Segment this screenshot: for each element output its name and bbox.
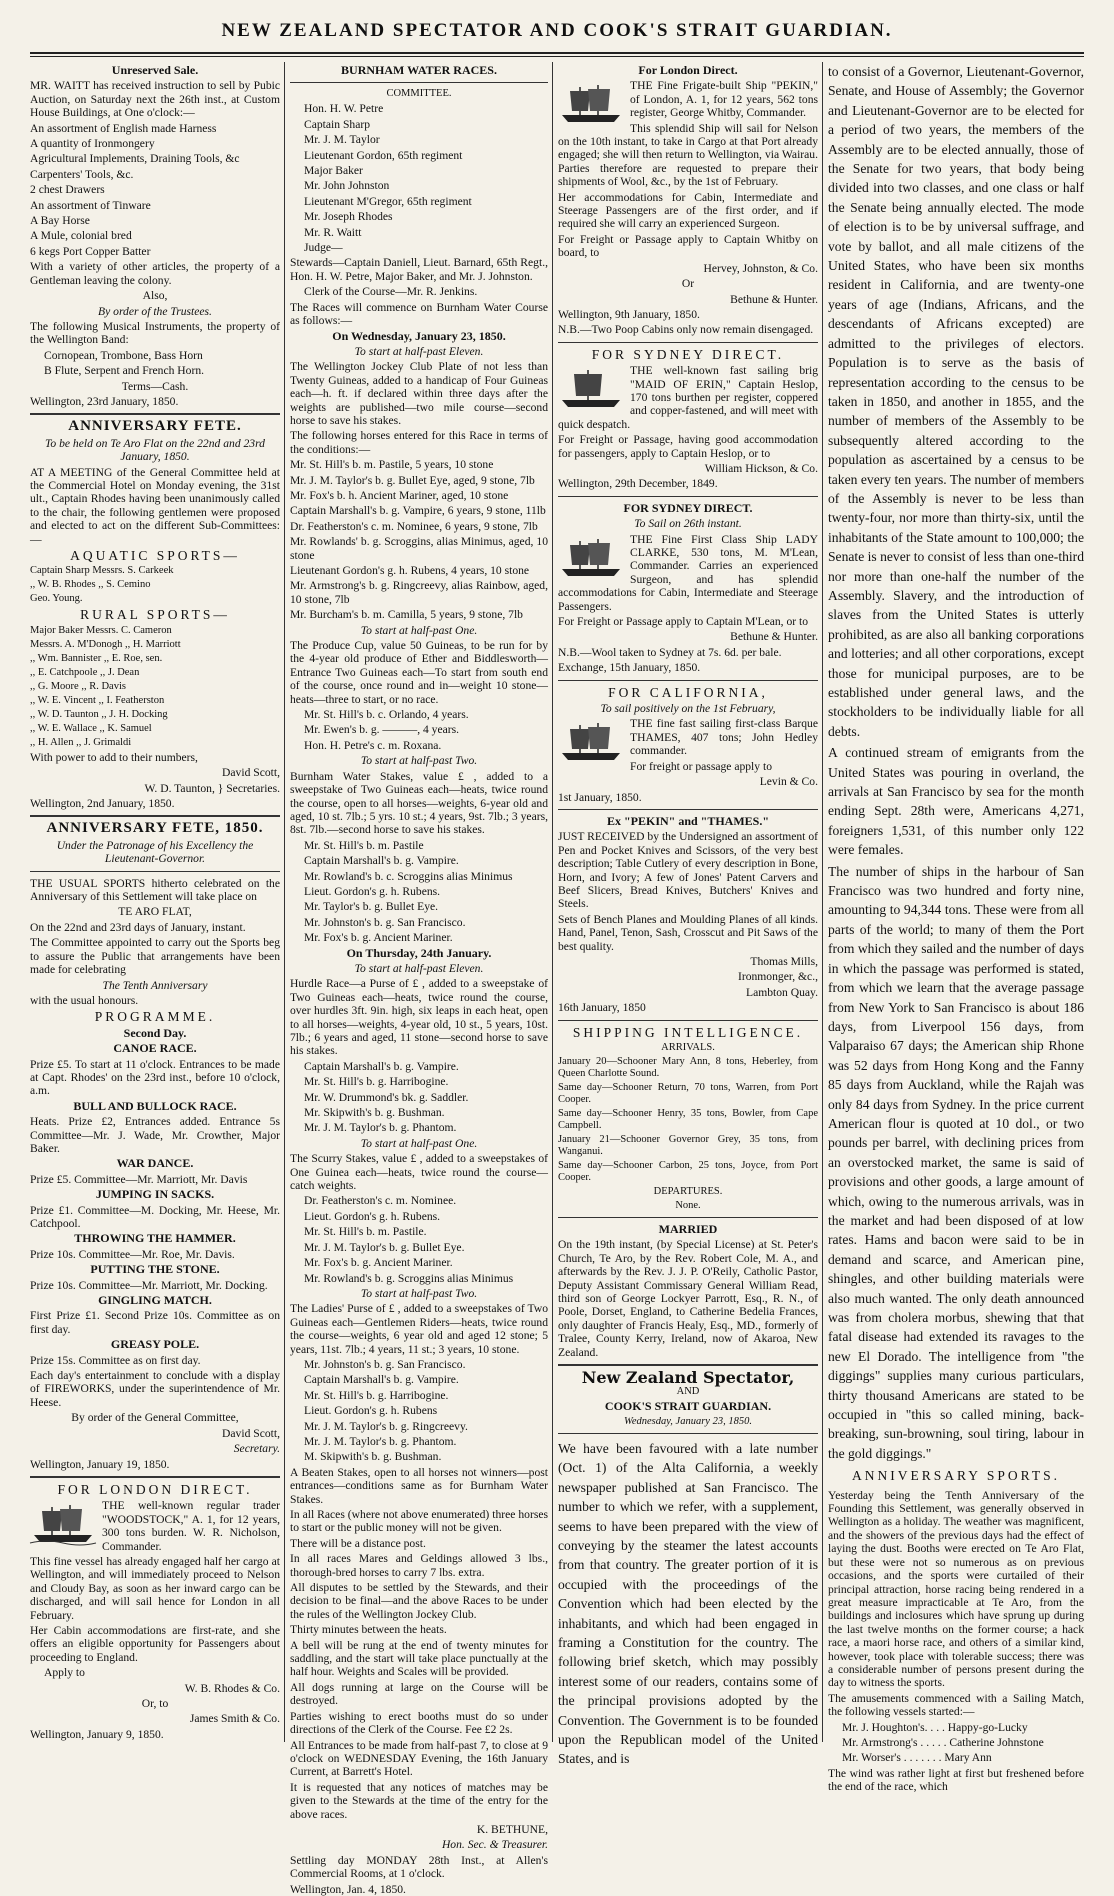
- pekin-signature-2: Bethune & Hunter.: [730, 292, 818, 306]
- committee-member: Captain Sharp: [304, 117, 371, 131]
- committee-row: Major Baker Messrs. C. Cameron: [30, 624, 172, 636]
- committee-member: Hon. H. W. Petre: [304, 102, 384, 116]
- rural-heading: RURAL SPORTS—: [80, 607, 230, 623]
- list-item: A Bay Horse: [30, 214, 90, 228]
- war-text: Prize £5. Committee—Mr. Marriott, Mr. Davis: [30, 1172, 248, 1186]
- horse-entry: Hon. H. Petre's c. m. Roxana.: [304, 738, 442, 752]
- pekin-nb: N.B.—Two Poop Cabins only now remain disengaged.: [558, 323, 814, 337]
- paper-title-2: COOK'S STRAIT GUARDIAN.: [604, 1399, 772, 1414]
- rural-date: Wellington, 2nd January, 1850.: [30, 797, 175, 811]
- aquatic-heading: AQUATIC SPORTS—: [70, 548, 240, 563]
- hurdle-text: Hurdle Race—a Purse of £ , added to a sweepstake of Two Guineas each—heats, twice round the course, over hurdles 3ft. 9in. high, six leaps in each heat, open to all horses—weights, 4-year old, 10 st., 5 years, 10st. 7lb.; 6 years and aged, 11 stone—second horse to save his stakes.: [290, 977, 548, 1058]
- shipping-heading: SHIPPING INTELLIGENCE.: [572, 1024, 804, 1040]
- boat-entry: Mr. J. Houghton's. . . . Happy-go-Lucky: [842, 1720, 1028, 1734]
- list-item: With a variety of other articles, the property of a Gentleman leaving the colony.: [30, 260, 280, 287]
- start-eleven-2: To start at half-past Eleven.: [354, 961, 484, 975]
- greasy-text: Prize 15s. Committee as on first day.: [30, 1353, 201, 1367]
- sydney1-date: Wellington, 29th December, 1849.: [558, 477, 718, 491]
- gingling-text: First Prize £1. Second Prize 10s. Committee as on first day.: [30, 1309, 280, 1336]
- races-intro: The Races will commence on Burnham Water Course as follows:—: [290, 300, 548, 328]
- london-text-3: Her Cabin accommodations are first-rate, and she offers an eligible opportunity for Passengers about proceeding to England.: [30, 1623, 280, 1664]
- rural-power: With power to add to their numbers,: [30, 750, 198, 764]
- california-text-2: For freight or passage apply to: [630, 759, 772, 773]
- list-item: 6 kegs Port Copper Batter: [30, 244, 151, 258]
- divider: [30, 815, 280, 817]
- rural-signature-2: W. D. Taunton, } Secretaries.: [144, 781, 280, 795]
- column-rule: [284, 62, 285, 1742]
- stewards: Stewards—Captain Daniell, Lieut. Barnard, 65th Regt., Hon. H. W. Petre, Major Baker, and Mr. J. Johnston.: [290, 256, 548, 283]
- committee-members: [290, 102, 548, 239]
- rural-signature-1: David Scott,: [222, 766, 280, 780]
- divider: [30, 871, 280, 872]
- london-signature-1: W. B. Rhodes & Co.: [184, 1681, 280, 1695]
- committee-row: ,, W. B. Rhodes ,, S. Cemino: [30, 579, 151, 591]
- horse-entry: Mr. Fox's b. g. Ancient Mariner.: [304, 931, 453, 945]
- bull-text: Heats. Prize £2, Entrances added. Entrance 5s Committee—Mr. J. Wade, Mr. Crowther, Major Baker.: [30, 1115, 280, 1155]
- sydney2-date: Exchange, 15th January, 1850.: [558, 661, 701, 675]
- start-two: To start at half-past Two.: [360, 754, 478, 768]
- sale-instruments-intro: The following Musical Instruments, the property of the Wellington Band:: [30, 319, 280, 347]
- horse-entry: Mr. St. Hill's b. m. Pastile: [304, 838, 424, 852]
- horse-entry: Mr. J. M. Taylor's b. g. Bullet Eye, aged, 9 stone, 7lb: [290, 473, 535, 487]
- produce-horses: [290, 708, 548, 752]
- gingling-heading: GINGLING MATCH.: [98, 1293, 212, 1308]
- ex-pekin-signature-1: Thomas Mills,: [750, 954, 818, 968]
- committee-row: ,, W. E. Wallace ,, K. Samuel: [30, 722, 152, 734]
- horse-entry: Lieut. Gordon's g. h. Rubens.: [304, 884, 441, 898]
- committee-row: ,, E. Catchpoole ,, J. Dean: [30, 666, 140, 678]
- horse-entry: Mr. St. Hill's b. g. Harribogine.: [304, 1075, 449, 1089]
- arrival-entry: January 21—Schooner Governor Grey, 35 tons, from Wanganui.: [558, 1134, 818, 1157]
- horse-entry: Mr. Johnston's b. g. San Francisco.: [304, 1357, 466, 1371]
- race-rules: [290, 1508, 548, 1821]
- list-item: 2 chest Drawers: [30, 183, 105, 197]
- ex-pekin-heading: Ex "PEKIN" and "THAMES.": [606, 813, 769, 828]
- pekin-text-1: THE Fine Frigate-built Ship "PEKIN," of London, A. 1, for 12 years, 562 tons register, George Whitby, Commander.: [630, 79, 818, 120]
- fete1-subheading: To be held on Te Aro Flat on the 22nd and 23rd January, 1850.: [45, 436, 265, 464]
- horse-entry: Mr. St. Hill's b. m. Pastile, 5 years, 10 stone: [290, 458, 494, 472]
- departures-heading: DEPARTURES.: [653, 1186, 723, 1197]
- london-text-2: This fine vessel has already engaged half her cargo at Wellington, and will immediately proceed to Nelson and Cloudy Bay, as soon as her inward cargo can be discharged, and will sail hence for London in all February.: [30, 1554, 280, 1622]
- burnham-horses: [290, 839, 548, 945]
- settling-day: Settling day MONDAY 28th Inst., at Allen's Commercial Rooms, at 1 o'clock.: [290, 1853, 548, 1881]
- list-item: Agricultural Implements, Draining Tools, &c: [30, 152, 240, 166]
- horse-entry: Lieut. Gordon's g. h. Rubens: [304, 1404, 438, 1418]
- committee-row: ,, Wm. Bannister ,, E. Roe, sen.: [30, 652, 163, 664]
- horses-intro: The following horses entered for this Race in terms of the conditions:—: [290, 429, 548, 456]
- column-rule: [822, 62, 823, 1742]
- sale-also: Also,: [142, 289, 168, 303]
- ladies-horses: [290, 1358, 548, 1464]
- divider: [558, 1020, 818, 1021]
- rule-item: All disputes to be settled by the Stewards, and their decision to be final—and the above Races to be under the rules of the Wellington Jockey Club.: [290, 1581, 548, 1621]
- arrivals-list: [558, 1056, 818, 1184]
- list-item: An assortment of English made Harness: [30, 121, 217, 135]
- stone-text: Prize 10s. Committee—Mr. Marriott, Mr. Docking.: [30, 1278, 268, 1292]
- sale-terms: Terms—Cash.: [121, 379, 189, 393]
- married-text: On the 19th instant, (by Special License) at St. Peter's Church, Te Aro, by the Rev. Robert Cole, M. A., and afterwards by the Rev. J. J. P. O'Reily, Catholic Pastor, Deputy Assistant Commissary General William Read, third son of George Lockyer Parrott, Esq., R. N., of Poole, Dorset, England, to Catherine Bedelia Frances, only daughter of Francis Healy, Esq., MD., formerly of Tralee, County Kerry, Ireland, now of Akaroa, New Zealand.: [558, 1238, 818, 1359]
- horse-entry: Dr. Featherston's c. m. Nominee.: [304, 1194, 457, 1208]
- start-one-2: To start at half-past One.: [360, 1136, 478, 1150]
- sale-trustees: By order of the Trustees.: [98, 304, 212, 318]
- masthead-rule-thin: [30, 56, 1084, 57]
- fete2-place: TE ARO FLAT,: [118, 905, 192, 919]
- divider: [558, 496, 818, 497]
- committee-heading: COMMITTEE.: [386, 88, 452, 100]
- horse-entry: Mr. Fox's b. h. Ancient Mariner, aged, 10 stone: [290, 488, 509, 502]
- rule-item: There will be a distance post.: [290, 1536, 426, 1550]
- ship-icon: [558, 81, 624, 125]
- committee-row: ,, W. E. Vincent ,, I. Featherston: [30, 694, 165, 706]
- clerk: Clerk of the Course—Mr. R. Jenkins.: [304, 285, 478, 299]
- sydney2-text-2: For Freight or Passage apply to Captain M'Lean, or to: [558, 615, 809, 629]
- sydney1-text-1: THE well-known fast sailing brig "MAID OF ERIN," Captain Heslop, 170 tons burthen per register, coppered and copper-fastened, and will meet with quick despatch.: [558, 364, 818, 431]
- bethune-signature: K. BETHUNE,: [476, 1822, 548, 1836]
- london-text-1: THE well-known regular trader "WOODSTOCK," A. 1, for 12 years, 300 tons burden. W. R. Nicholson, Commander.: [102, 1499, 280, 1553]
- masthead-rule: [30, 52, 1084, 54]
- married-heading: MARRIED: [658, 1222, 718, 1236]
- column-rule: [552, 62, 553, 1742]
- divider: [290, 82, 548, 83]
- sydney2-heading: FOR SYDNEY DIRECT.: [623, 500, 753, 515]
- london-date: Wellington, January 9, 1850.: [30, 1727, 164, 1741]
- boat-entry: Mr. Worser's . . . . . . . Mary Ann: [842, 1751, 992, 1765]
- masthead: NEW ZEALAND SPECTATOR AND COOK'S STRAIT GUARDIAN.: [221, 20, 893, 41]
- order-secretary: Secretary.: [233, 1442, 280, 1456]
- committee-row: ,, G. Moore ,, R. Davis: [30, 680, 126, 692]
- beaten-stakes-text: A Beaten Stakes, open to all horses not winners—post entrances—conditions same as for Burnham Water Stakes.: [290, 1465, 548, 1506]
- horse-entry: Mr. Armstrong's b. g. Ringcreevy, alias Rainbow, aged, 10 stone, 7lb: [290, 579, 548, 606]
- horse-entry: Mr. Taylor's b. g. Bullet Eye.: [304, 900, 439, 914]
- canoe-heading: CANOE RACE.: [113, 1041, 197, 1056]
- sydney1-heading: FOR SYDNEY DIRECT.: [591, 346, 785, 362]
- paper-title: New Zealand Spectator,: [581, 1368, 795, 1388]
- fete2-arrangements: The Committee appointed to carry out the Sports beg to assure the Public that arrangements have been made for celebrating: [30, 936, 280, 977]
- wednesday-heading: On Wednesday, January 23, 1850.: [332, 328, 506, 343]
- list-item: A quantity of Ironmongery: [30, 137, 155, 151]
- column-2: [290, 62, 548, 1896]
- pekin-date: Wellington, 9th January, 1850.: [558, 307, 700, 321]
- ex-pekin-text-1: JUST RECEIVED by the Undersigned an assortment of Pen and Pocket Knives and Scissors, of the very best description; Table Cutlery of every description in Bone, Horn, and Ivory; A few of Jones' Patent Carvers and Beef Slicers, Bread Knives, Butchers' Knives and Steels.: [558, 830, 818, 911]
- committee-row: Captain Sharp Messrs. S. Carkeek: [30, 565, 174, 577]
- horse-entry: Captain Marshall's b. g. Vampire.: [304, 1059, 459, 1073]
- horse-entry: Mr. Rowland's b. g. Scroggins alias Minimus: [304, 1271, 514, 1285]
- sports-paragraph-2: The amusements commenced with a Sailing Match, the following vessels started:—: [828, 1691, 1084, 1719]
- judge: Judge—: [304, 241, 343, 255]
- horse-entry: Lieutenant Gordon's g. h. Rubens, 4 years, 10 stone: [290, 564, 530, 577]
- scurry-horses: [290, 1194, 548, 1284]
- sydney2-signature: Bethune & Hunter.: [730, 630, 818, 644]
- california-text-1: THE fine fast sailing first-class Barque THAMES, 407 tons; John Hedley commander.: [630, 717, 818, 758]
- start-eleven: To start at half-past Eleven.: [354, 344, 484, 358]
- fete2-heading: ANNIVERSARY FETE, 1850.: [46, 820, 264, 837]
- column-1: [30, 62, 280, 1742]
- ship-icon: [558, 366, 624, 410]
- paper-date: Wednesday, January 23, 1850.: [624, 1415, 752, 1427]
- hammer-heading: THROWING THE HAMMER.: [74, 1231, 236, 1246]
- divider: [558, 342, 818, 343]
- horse-entry: Mr. Burcham's b. m. Camilla, 5 years, 9 stone, 7lb: [290, 608, 523, 622]
- fete2-days: On the 22nd and 23rd days of January, instant.: [30, 920, 246, 934]
- rule-item: All dogs running at large on the Course will be destroyed.: [290, 1680, 548, 1708]
- committee-member: Mr. John Johnston: [304, 179, 390, 193]
- ship-icon: [30, 1501, 96, 1545]
- committee-row: Geo. Young.: [30, 593, 83, 605]
- sale-date: Wellington, 23rd January, 1850.: [30, 394, 179, 408]
- jump-heading: JUMPING IN SACKS.: [95, 1187, 215, 1202]
- sports-paragraph-1: Yesterday being the Tenth Anniversary of the Founding this Settlement, was generally observed in Wellington as a holiday. The weather was magnificent, and the showers of the previous days had the effect of laying the dust. Booths were erected on Te Aro Flat, but these were not so numerous as on previous occasions, and the sports were curtailed of their principal attraction, horse racing being rendered in a great measure impracticable at Te Aro, from the buildings and inclosures which have sprung up during the last twelve months on the former course; a hack race, a maori horse race, and others of a similar kind, however, took place with tolerable success; there was a considerable number of persons present during the day to witness the sports.: [828, 1488, 1084, 1690]
- sale-intro: MR. WAITT has received instruction to sell by Pubic Auction, on Saturday next the 26th inst., at Custom House Buildings, at One o'clock:—: [30, 79, 280, 120]
- horse-entry: Captain Marshall's b. g. Vampire.: [304, 1373, 459, 1387]
- sydney2-nb: N.B.—Wool taken to Sydney at 7s. 6d. per bale.: [558, 645, 782, 659]
- column-4: [828, 62, 1084, 1794]
- order-signature: David Scott,: [222, 1426, 280, 1440]
- horse-entry: Mr. St. Hill's b. c. Orlando, 4 years.: [304, 708, 469, 722]
- thursday-heading: On Thursday, 24th January.: [346, 945, 492, 960]
- departures-none: None.: [675, 1200, 701, 1211]
- article-paragraph-2: A continued stream of emigrants from the United States was pouring in overland, the arrivals at San Francisco by sea for the month ending Sept. 28th were, Americans 4,271, foreigners 1,531, of this number only 122 were females.: [828, 745, 1084, 858]
- horse-entry: Mr. Skipwith's b. g. Bushman.: [304, 1106, 445, 1120]
- rule-item: All Entrances to be made from half-past 7, to close at 9 o'clock on WEDNESDAY Evening, the 16th January Current, at Barrett's Hotel.: [290, 1738, 548, 1779]
- sydney1-text-2: For Freight or Passage, having good accommodation for passengers, apply to Captain Heslop, or to: [558, 433, 818, 460]
- committee-member: Mr. Joseph Rhodes: [304, 210, 393, 224]
- divider: [558, 809, 818, 810]
- divider: [558, 1433, 818, 1434]
- committee-row: ,, H. Allen ,, J. Grimaldi: [30, 736, 132, 748]
- sale-instruments-1: Cornopean, Trombone, Bass Horn: [44, 348, 203, 362]
- rule-item: A bell will be rung at the end of twenty minutes for saddling, and the start will take place punctually at the half hour. Weights and Scales will be provided.: [290, 1638, 548, 1679]
- article-paragraph-3: The number of ships in the harbour of San Francisco was two hundred and forty nine, amounting to 94,344 tons. These were from all parts of the world; to many of them the Port from which they sailed and the number of days in which the passage was performed is stated, from which we learn that the average passage from New York to San Francisco is about 186 days, from Liverpool 156 days, from Valparaiso 67 days; the American ship Rhone was 52 days from Hong Kong and the Fanny 85 days from Auckland, while the Rajah was only 84 days from Sydney. In the price current American flour is quoted at 10 dol., or two pounds per barrel, with declining prices from an overstocked market, the same is said of provisions and other goods, a large amount of which, owing to the numerous arrivals, was in the market and had been disposed of at low rates. Hams and bacon were said to be in demand and scarce, and American pine, shingles, and other building materials were also much wanted. The only death announced was from cholera morbus, shewing that that fatal disease had extended its ravages to the new El Dorado. The intelligence from "the diggings" supplies many curious particulars, thirty thousand Americans are stated to be occupied in "this so called mining, back-breaking, sun-browning, soul tiring, labour in the gold diggings.": [828, 863, 1084, 1461]
- start-two-2: To start at half-past Two.: [360, 1286, 478, 1300]
- boat-list: [828, 1721, 1084, 1765]
- ex-pekin-date: 16th January, 1850: [558, 1001, 646, 1015]
- california-date: 1st January, 1850.: [558, 790, 642, 804]
- london-or: Or, to: [141, 1697, 169, 1710]
- fete2-tenth: The Tenth Anniversary: [102, 978, 208, 992]
- arrival-entry: January 20—Schooner Mary Ann, 8 tons, Heberley, from Queen Charlotte Sound.: [558, 1056, 818, 1079]
- divider: [558, 680, 818, 681]
- programme-heading: PROGRAMME.: [94, 1009, 216, 1025]
- list-item: A Mule, colonial bred: [30, 229, 132, 243]
- order-date: Wellington, January 19, 1850.: [30, 1457, 170, 1471]
- horse-entry: Captain Marshall's b. g. Vampire, 6 years, 9 stone, 11lb: [290, 504, 546, 518]
- fete2-subheading: Under the Patronage of his Excellency the Lieutenant-Governor.: [56, 838, 254, 866]
- jockey-plate-text: The Wellington Jockey Club Plate of not less than Twenty Guineas, added to a handicap of Four Guineas each—h. ft. if declared within three days after the weights are published—two mile course—second horse to save his stakes.: [290, 360, 548, 427]
- horse-entry: Mr. Rowlands' b. g. Scroggins, alias Minimus, aged, 10 stone: [290, 535, 548, 562]
- jump-text: Prize £1. Committee—M. Docking, Mr. Heese, Mr. Catchpool.: [30, 1203, 280, 1230]
- ex-pekin-signature-3: Lambton Quay.: [745, 985, 818, 999]
- paper-and: AND: [676, 1386, 700, 1398]
- committee-member: Lieutenant M'Gregor, 65th regiment: [304, 194, 472, 208]
- jockey-horses: [290, 458, 548, 621]
- london-signature-2: James Smith & Co.: [189, 1712, 280, 1726]
- hurdle-horses: [290, 1060, 548, 1135]
- aquatic-committee: [30, 565, 280, 605]
- horse-entry: Mr. Johnston's b. g. San Francisco.: [304, 915, 466, 929]
- ex-pekin-text-2: Sets of Bench Planes and Moulding Planes of all kinds. Hand, Panel, Tenon, Sash, Crosscut and Pit Saws of the best quality.: [558, 912, 818, 953]
- rule-item: Parties wishing to erect booths must do so under directions of the Clerk of the Course. Fee £2 2s.: [290, 1709, 548, 1737]
- ship-icon: [558, 719, 624, 763]
- divider: [30, 413, 280, 415]
- burnham-stakes-text: Burnham Water Stakes, value £ , added to a sweepstake of Two Guineas each—heats, twice round the course, open to all horses—weights, 6-year old and aged, 10 st. 7lb.; 5 yrs. 10 st.; 4 years, 9st. 7lb.; 3 years, 8st. 7lb.—second horse to save his stakes.: [290, 769, 548, 837]
- rule-item: It is requested that any notices of matches may be given to the Stewards at the time of the entry for the above races.: [290, 1780, 548, 1821]
- sydney2-subheading: To Sail on 26th instant.: [634, 517, 742, 531]
- sydney1-signature: William Hickson, & Co.: [704, 461, 818, 475]
- horse-entry: Mr. J. M. Taylor's b. g. Ringcreevy.: [304, 1419, 468, 1433]
- fireworks-text: Each day's entertainment to conclude with a display of FIREWORKS, under the superintendence of Mr. Heese.: [30, 1369, 280, 1409]
- stone-heading: PUTTING THE STONE.: [90, 1262, 220, 1277]
- committee-member: Mr. J. M. Taylor: [304, 133, 380, 147]
- rural-committee: [30, 625, 280, 749]
- rule-item: In all races Mares and Geldings allowed 3 lbs., thorough-bred horses to carry 7 lbs. extra.: [290, 1552, 548, 1579]
- pekin-or: Or: [681, 277, 695, 291]
- editorial-text: We have been favoured with a late number (Oct. 1) of the Alta California, a weekly newspaper published at San Francisco. The number to which we refer, with a supplement, seems to have been prepared with the view of conveying by the steamer the latest accounts from that country. The greater portion of it is occupied with the proceedings of the Convention which had been elected by the inhabitants, and which had been engaged in framing a Constitution for the country. The following brief sketch, which may possibly interest some of our readers, contains some of the principal provisions adopted by the Convention. The Government is to be founded upon the Republican model of the United States, and is: [558, 1440, 818, 1767]
- list-item: Carpenters' Tools, &c.: [30, 167, 134, 181]
- horse-entry: Mr. Fox's b. g. Ancient Mariner.: [304, 1256, 453, 1270]
- order-text: By order of the General Committee,: [71, 1411, 239, 1425]
- committee-member: Major Baker: [304, 164, 363, 178]
- london-apply: Apply to: [44, 1666, 85, 1680]
- war-heading: WAR DANCE.: [116, 1156, 194, 1171]
- boat-entry: Mr. Armstrong's . . . . . Catherine Johnstone: [842, 1735, 1044, 1749]
- fete2-intro: THE USUAL SPORTS hitherto celebrated on the Anniversary of this Settlement will take place on: [30, 876, 280, 904]
- horse-entry: Mr. Ewen's b. g. ———, 4 years.: [304, 723, 460, 737]
- horse-entry: Mr. J. M. Taylor's b. g. Phantom.: [304, 1434, 457, 1448]
- races-heading: BURNHAM WATER RACES.: [341, 63, 497, 77]
- bethune-title: Hon. Sec. & Treasurer.: [441, 1838, 548, 1852]
- greasy-heading: GREASY POLE.: [110, 1337, 200, 1352]
- fete1-heading: ANNIVERSARY FETE.: [68, 418, 242, 435]
- second-day-heading: Second Day.: [123, 1025, 187, 1040]
- horse-entry: Lieut. Gordon's g. h. Rubens.: [304, 1209, 441, 1223]
- fete1-text: AT A MEETING of the General Committee held at the Commercial Hotel on Monday evening, the 31st ult., Captain Rhodes having been unanimously called to the chair, the following gentlemen were proposed and elected to act on the different Sub-Committees:—: [30, 465, 280, 546]
- divider: [558, 1364, 818, 1366]
- rule-item: In all Races (where not above enumerated) three horses to start or the public money will not be given.: [290, 1508, 548, 1535]
- horse-entry: Mr. St. Hill's b. g. Harribogine.: [304, 1388, 449, 1402]
- pekin-text-4: For Freight or Passage apply to Captain Whitby on board, to: [558, 232, 818, 260]
- london-heading: FOR LONDON DIRECT.: [57, 1481, 253, 1497]
- pekin-text-2: This splendid Ship will sail for Nelson on the 10th instant, to take in Cargo at that Port already engaged; she will then return to Wellington, via Wairau. Parties therefore are requested to prepare their shipments of Wool, &c., by the 1st of February.: [558, 121, 818, 189]
- fete2-honours: with the usual honours.: [30, 993, 139, 1007]
- horse-entry: M. Skipwith's b. g. Bushman.: [304, 1450, 442, 1464]
- pekin-signature-1: Hervey, Johnston, & Co.: [703, 261, 818, 275]
- hammer-text: Prize 10s. Committee—Mr. Roe, Mr. Davis.: [30, 1247, 235, 1261]
- horse-entry: Mr. Rowland's b. c. Scroggins alias Minimus: [304, 869, 513, 883]
- committee-row: Messrs. A. M'Donogh ,, H. Marriott: [30, 638, 181, 650]
- arrival-entry: Same day—Schooner Carbon, 25 tons, Joyce, from Port Cooper.: [558, 1160, 818, 1183]
- committee-member: Mr. R. Waitt: [304, 225, 362, 239]
- sale-items: [30, 122, 280, 287]
- ladies-purse-text: The Ladies' Purse of £ , added to a sweepstakes of Two Guineas each—Gentlemen Riders—heats, twice round the course—weights, 6 year old and aged 12 stone; 5 years, 11st. 7lb.; 4 years, 11 st.; 3 years, 10 stone.: [290, 1302, 548, 1356]
- horse-entry: Mr. St. Hill's b. m. Pastile.: [304, 1225, 427, 1239]
- horse-entry: Mr. W. Drummond's bk. g. Saddler.: [304, 1090, 469, 1104]
- bull-heading: BULL AND BULLOCK RACE.: [73, 1098, 237, 1113]
- pekin-heading: For London Direct.: [638, 63, 738, 77]
- committee-row: ,, W. D. Taunton ,, J. H. Docking: [30, 708, 168, 720]
- divider: [558, 1217, 818, 1218]
- article-paragraph-1: to consist of a Governor, Lieutenant-Governor, Senate, and House of Assembly; the Governor and Lieutenant-Governor are to be elected for a period of two years, the members of the Assembly are to be elected annually, those of the Senate for two years, that body being divided into two classes, and one class or half the Senate being annually elected. The mode of election is to be by universal suffrage, and vote by ballot, and all male citizens of the United States, who have been six months resident in California, and are twenty-one years of age (Indians, Africans, and the descendants of Africans excepted) are admitted to the privileges of electors. Population is to serve as the basis of representation according to the census to be taken in 1850, and another in 1855, and the number of members of the Assembly to be subsequently altered according to the population as ascertained by a census to be taken every ten years. The number of members of the Assembly is never to be less than twenty-four, nor more than thirty-six, until the inhabitants of the State amount to 100,000; the Senate is never to consist of less than one-third nor more than one-half the number of the Assembly. Slavery, and the introduction of slaves from the United States is utterly prohibited, as are also all banking corporations and lotteries; and all other corporations, except those for municipal purposes, are to be established under general laws, and the stockholders to be individually liable for all debts.: [828, 64, 1084, 739]
- start-one: To start at half-past One.: [360, 623, 478, 637]
- horse-entry: Mr. J. M. Taylor's b. g. Bullet Eye.: [304, 1240, 465, 1254]
- arrivals-heading: ARRIVALS.: [661, 1042, 715, 1053]
- california-signature: Levin & Co.: [759, 775, 818, 789]
- horse-entry: Dr. Featherston's c. m. Nominee, 6 years, 9 stone, 7lb: [290, 519, 538, 533]
- california-heading: FOR CALIFORNIA,: [608, 684, 768, 700]
- horse-entry: Mr. J. M. Taylor's b. g. Phantom.: [304, 1121, 457, 1135]
- ship-icon: [558, 535, 624, 579]
- sports-heading: ANNIVERSARY SPORTS.: [852, 1468, 1060, 1484]
- horse-entry: Captain Marshall's b. g. Vampire.: [304, 854, 459, 868]
- column-3: [558, 62, 818, 1767]
- arrival-entry: Same day—Schooner Henry, 35 tons, Bowler, from Cape Campbell.: [558, 1108, 818, 1131]
- ex-pekin-signature-2: Ironmonger, &c.,: [737, 970, 818, 984]
- produce-cup-text: The Produce Cup, value 50 Guineas, to be run for by the 4-year old produce of Ether and Biddlesworth—Entrance Two Guineas each—To start from south end of the course, once round and in—weight 10 stone—heats—three to start, or no race.: [290, 639, 548, 706]
- committee-member: Lieutenant Gordon, 65th regiment: [304, 148, 463, 162]
- sale-heading: Unreserved Sale.: [111, 63, 199, 77]
- pekin-text-3: Her accommodations for Cabin, Intermediate and Steerage Passengers are of the first order, and if required she will carry an experienced Surgeon.: [558, 190, 818, 231]
- rule-item: Thirty minutes between the heats.: [290, 1623, 447, 1637]
- california-subheading: To sail positively on the 1st February,: [600, 702, 776, 716]
- sale-instruments-2: B Flute, Serpent and French Horn.: [44, 364, 205, 378]
- canoe-text: Prize £5. To start at 11 o'clock. Entrances to be made at Capt. Rhodes' on the 23rd inst., before 10 o'clock, a.m.: [30, 1057, 280, 1098]
- list-item: An assortment of Tinware: [30, 198, 151, 212]
- arrival-entry: Same day—Schooner Return, 70 tons, Warren, from Port Cooper.: [558, 1082, 818, 1105]
- races-date: Wellington, Jan. 4, 1850.: [290, 1882, 406, 1896]
- sports-paragraph-3: The wind was rather light at first but freshened before the end of the race, which: [828, 1766, 1084, 1794]
- divider: [30, 1476, 280, 1478]
- sydney2-text-1: THE Fine First Class Ship LADY CLARKE, 530 tons, M. M'Lean, Commander. Carries an experienced Surgeon, and has splendid accommodations for Cabin, Intermediate and Steerage Passengers.: [558, 532, 818, 613]
- scurry-text: The Scurry Stakes, value £ , added to a sweepstakes of One Guinea each—heats, twice round the course—catch weights.: [290, 1152, 548, 1193]
